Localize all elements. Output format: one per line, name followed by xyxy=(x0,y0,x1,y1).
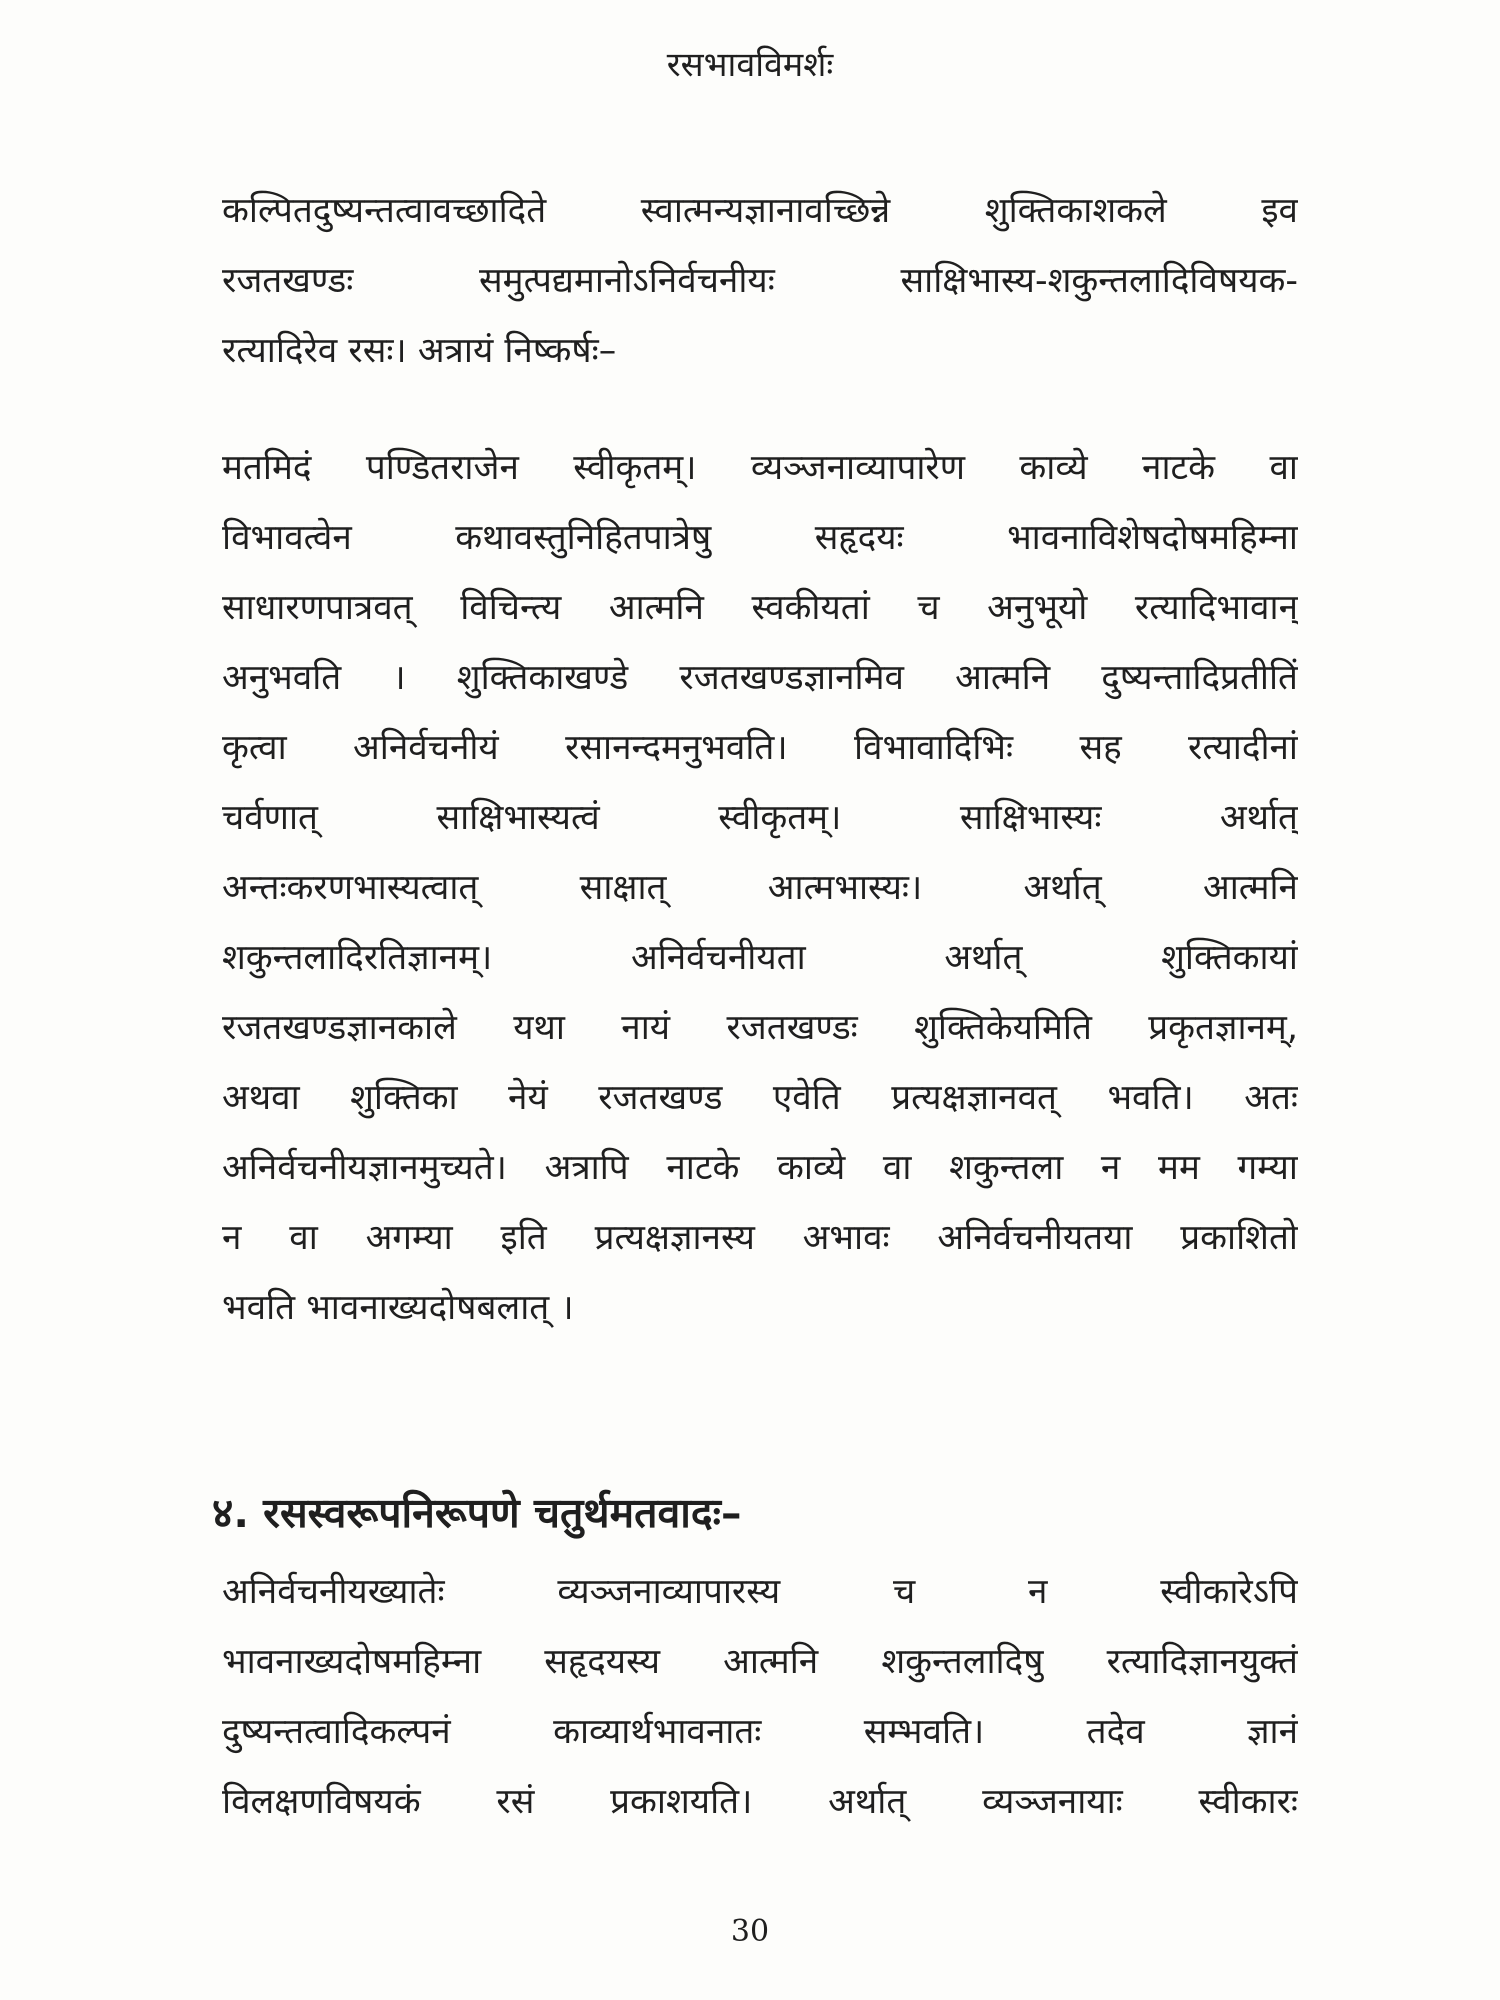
text-line: अथवा शुक्तिका नेयं रजतखण्ड एवेति प्रत्यक्षज्ञानवत् भवति। अतः xyxy=(222,1078,1298,1118)
text-line: रजतखण्डज्ञानकाले यथा नायं रजतखण्डः शुक्तिकेयमिति प्रकृतज्ञानम्, xyxy=(222,1008,1298,1048)
text-line: न वा अगम्या इति प्रत्यक्षज्ञानस्य अभावः अनिर्वचनीयतया प्रकाशितो xyxy=(222,1218,1298,1258)
text-line: भवति भावनाख्यदोषबलात् । xyxy=(222,1288,574,1328)
running-title: रसभावविमर्शः xyxy=(666,45,834,85)
text-line: विभावत्वेन कथावस्तुनिहितपात्रेषु सहृदयः भावनाविशेषदोषमहिम्ना xyxy=(222,518,1298,558)
text-line: दुष्यन्तत्वादिकल्पनं काव्यार्थभावनातः सम्भवति। तदेव ज्ञानं xyxy=(222,1712,1298,1752)
text-line: अनिर्वचनीयख्यातेः व्यञ्जनाव्यापारस्य च न स्वीकारेऽपि xyxy=(222,1572,1298,1612)
paragraph-3 xyxy=(222,1557,1298,1837)
text-line: अनुभवति । शुक्तिकाखण्डे रजतखण्डज्ञानमिव आत्मनि दुष्यन्तादिप्रतीतिं xyxy=(222,658,1298,698)
text-line: अन्तःकरणभास्यत्वात् साक्षात् आत्मभास्यः। अर्थात् आत्मनि xyxy=(222,868,1298,908)
text-line: मतमिदं पण्डितराजेन स्वीकृतम्। व्यञ्जनाव्यापारेण काव्ये नाटके वा xyxy=(222,448,1298,488)
text-line: चर्वणात् साक्षिभास्यत्वं स्वीकृतम्। साक्षिभास्यः अर्थात् xyxy=(222,798,1298,838)
text-line: कृत्वा अनिर्वचनीयं रसानन्दमनुभवति। विभावादिभिः सह रत्यादीनां xyxy=(222,728,1298,768)
section-heading: ४. रसस्वरूपनिरूपणे चतुर्थमतवादः– xyxy=(212,1489,742,1537)
page-number: 30 xyxy=(730,1914,770,1949)
text-line: अनिर्वचनीयज्ञानमुच्यते। अत्रापि नाटके काव्ये वा शकुन्तला न मम गम्या xyxy=(222,1148,1298,1188)
paragraph-2 xyxy=(222,433,1298,1343)
text-line: साधारणपात्रवत् विचिन्त्य आत्मनि स्वकीयतां च अनुभूयो रत्यादिभावान् xyxy=(222,588,1298,628)
text-line: रजतखण्डः समुत्पद्यमानोऽनिर्वचनीयः साक्षिभास्य-शकुन्तलादिविषयक- xyxy=(222,261,1298,301)
text-line: विलक्षणविषयकं रसं प्रकाशयति। अर्थात् व्यञ्जनायाः स्वीकारः xyxy=(222,1782,1298,1822)
text-line: कल्पितदुष्यन्तत्वावच्छादिते स्वात्मन्यज्ञानावच्छिन्ने शुक्तिकाशकले इव xyxy=(222,191,1298,231)
text-line: शकुन्तलादिरतिज्ञानम्। अनिर्वचनीयता अर्थात् शुक्तिकायां xyxy=(222,938,1298,978)
text-line: भावनाख्यदोषमहिम्ना सहृदयस्य आत्मनि शकुन्तलादिषु रत्यादिज्ञानयुक्तं xyxy=(222,1642,1298,1682)
paragraph-1 xyxy=(222,176,1298,386)
text-line: रत्यादिरेव रसः। अत्रायं निष्कर्षः– xyxy=(222,331,617,371)
